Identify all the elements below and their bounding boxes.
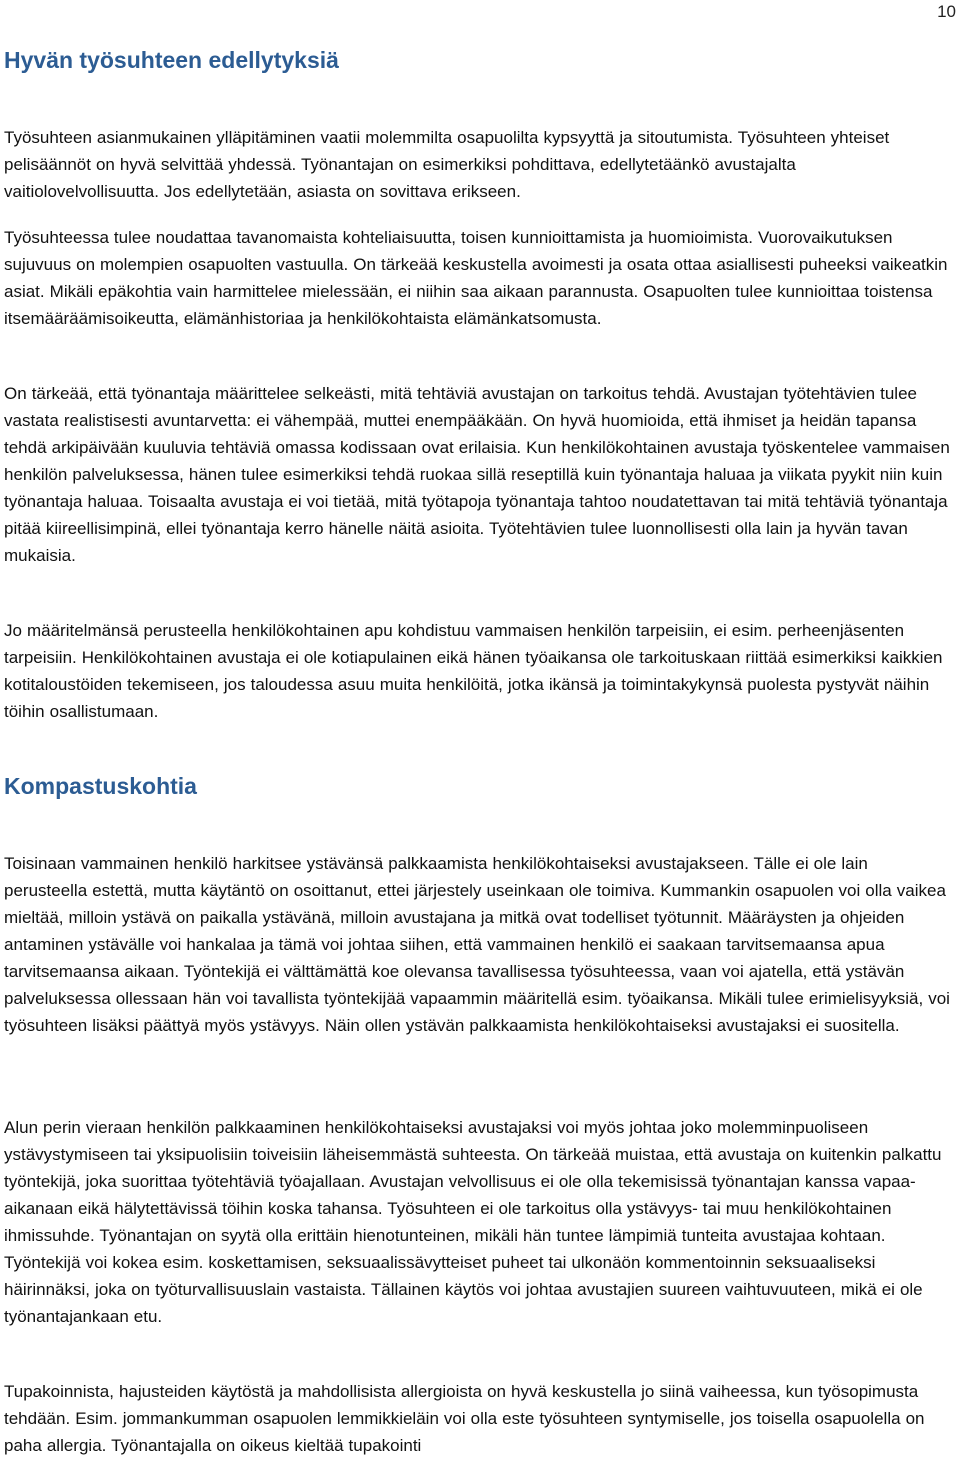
paragraph: Toisinaan vammainen henkilö harkitsee ystävänsä palkkaamista henkilökohtaiseksi avustajakseen. Tälle ei ole lain perusteella estettä, mutta käytäntö on osoittanut, ettei järjestely useinkaan ole toimiva. Kummankin osapuolen voi olla vaikea mieltää, milloin ystävä on paikalla ystävänä, milloin avustajana ja mitkä ovat todelliset työtunnit. Määräysten ja ohjeiden antaminen ystävälle voi hankalaa ja tämä voi johtaa siihen, että vammainen henkilö ei saakaan tarvitsemaansa apua tarvitsemaansa aikaan. Työntekijä ei välttämättä koe olevansa tavallisessa työsuhteessa, vaan voi ajatella, että ystävän palveluksessa ollessaan hän voi tavallista työntekijää vapaammin määritellä esim. työaikansa. Mikäli tulee erimielisyyksiä, voi työsuhteen lisäksi päättyä myös ystävyys. Näin ollen ystävän palkkaamista henkilökohtaiseksi avustajaksi ei suositella.: [4, 854, 950, 1035]
section-heading: Kompastuskohtia: [4, 773, 197, 799]
section-heading: Hyvän työsuhteen edellytyksiä: [4, 47, 339, 73]
paragraph: Tupakoinnista, hajusteiden käytöstä ja mahdollisista allergioista on hyvä keskustella jo siinä vaiheessa, kun työsopimusta tehdään. Esim. jommankumman osapuolen lemmikkieläin voi olla este työsuhteen syntymiselle, jos toisella osapuolella on paha allergia. Työnantajalla on oikeus kieltää tupakointi: [4, 1382, 925, 1455]
paragraph: Työsuhteen asianmukainen ylläpitäminen vaatii molemmilta osapuolilta kypsyyttä ja sitoutumista. Työsuhteen yhteiset pelisäännöt on hyvä selvittää yhdessä. Työnantajan on esimerkiksi pohdittava, edellytetäänkö avustajalta vaitiolovelvollisuutta. Jos edellytetään, asiasta on sovittava erikseen.: [4, 128, 890, 201]
paragraph: Alun perin vieraan henkilön palkkaaminen henkilökohtaiseksi avustajaksi voi myös johtaa joko molemminpuoliseen ystävystymiseen tai yksipuolisiin toiveisiin läheisemmästä suhteesta. On tärkeää muistaa, että avustaja on kuitenkin palkattu työntekijä, joka suorittaa työtehtäviä työajallaan. Avustajan velvollisuus ei ole olla tekemisissä työnantajan kanssa vapaa-aikanaan eikä hälytettävissä töihin koska tahansa. Työsuhteen ei ole tarkoitus olla ystävyys- tai muu henkilökohtainen ihmissuhde. Työnantajan on syytä olla erittäin hienotunteinen, mikäli hän tuntee lämpimiä tunteita avustajaa kohtaan. Työntekijä voi kokea esim. koskettamisen, seksuaalissävytteiset puheet tai ulkonäön kommentoinnin seksuaaliseksi häirinnäksi, joka on työturvallisuuslain vastaista. Tällainen käytös voi johtaa avustajien suureen vaihtuvuuteen, mikä ei ole työnantajankaan etu.: [4, 1118, 942, 1326]
paragraph: On tärkeää, että työnantaja määrittelee selkeästi, mitä tehtäviä avustajan on tarkoitus tehdä. Avustajan työtehtävien tulee vastata realistisesti avuntarvetta: ei vähempää, muttei enempääkään. On hyvä huomioida, että ihmiset ja heidän tapansa tehdä arkipäivään kuuluvia tehtäviä omassa kodissaan ovat erilaisia. Kun henkilökohtainen avustaja työskentelee vammaisen henkilön palveluksessa, hänen tulee esimerkiksi tehdä ruokaa sillä reseptillä kuin työnantaja haluaa ja viikata pyykit niin kuin työnantaja haluaa. Toisaalta avustaja ei voi tietää, mitä työtapoja työnantaja tahtoo noudatettavan tai mitä tehtäviä työnantaja pitää kiireellisimpinä, ellei työnantaja kerro hänelle näitä asioita. Työtehtävien tulee luonnollisesti olla lain ja hyvän tavan mukaisia.: [4, 384, 950, 565]
paragraph: Työsuhteessa tulee noudattaa tavanomaista kohteliaisuutta, toisen kunnioittamista ja huomioimista. Vuorovaikutuksen sujuvuus on molempien osapuolten vastuulla. On tärkeää keskustella avoimesti ja osata ottaa asiallisesti puheeksi vaikeatkin asiat. Mikäli epäkohtia vain harmittelee mielessään, ei niihin saa aikaan parannusta. Osapuolten tulee kunnioittaa toistensa itsemääräämisoikeutta, elämänhistoriaa ja henkilökohtaista elämänkatsomusta.: [4, 228, 948, 328]
page-number: 10: [937, 2, 956, 21]
paragraph: Jo määritelmänsä perusteella henkilökohtainen apu kohdistuu vammaisen henkilön tarpeisiin, ei esim. perheenjäsenten tarpeisiin. Henkilökohtainen avustaja ei ole kotiapulainen eikä hänen työaikansa ole tarkoituskaan riittää esimerkiksi kaikkien kotitaloustöiden tekemiseen, jos taloudessa asuu muita henkilöitä, jotka ikänsä ja toimintakykynsä puolesta pystyvät näihin töihin osallistumaan.: [4, 621, 943, 721]
